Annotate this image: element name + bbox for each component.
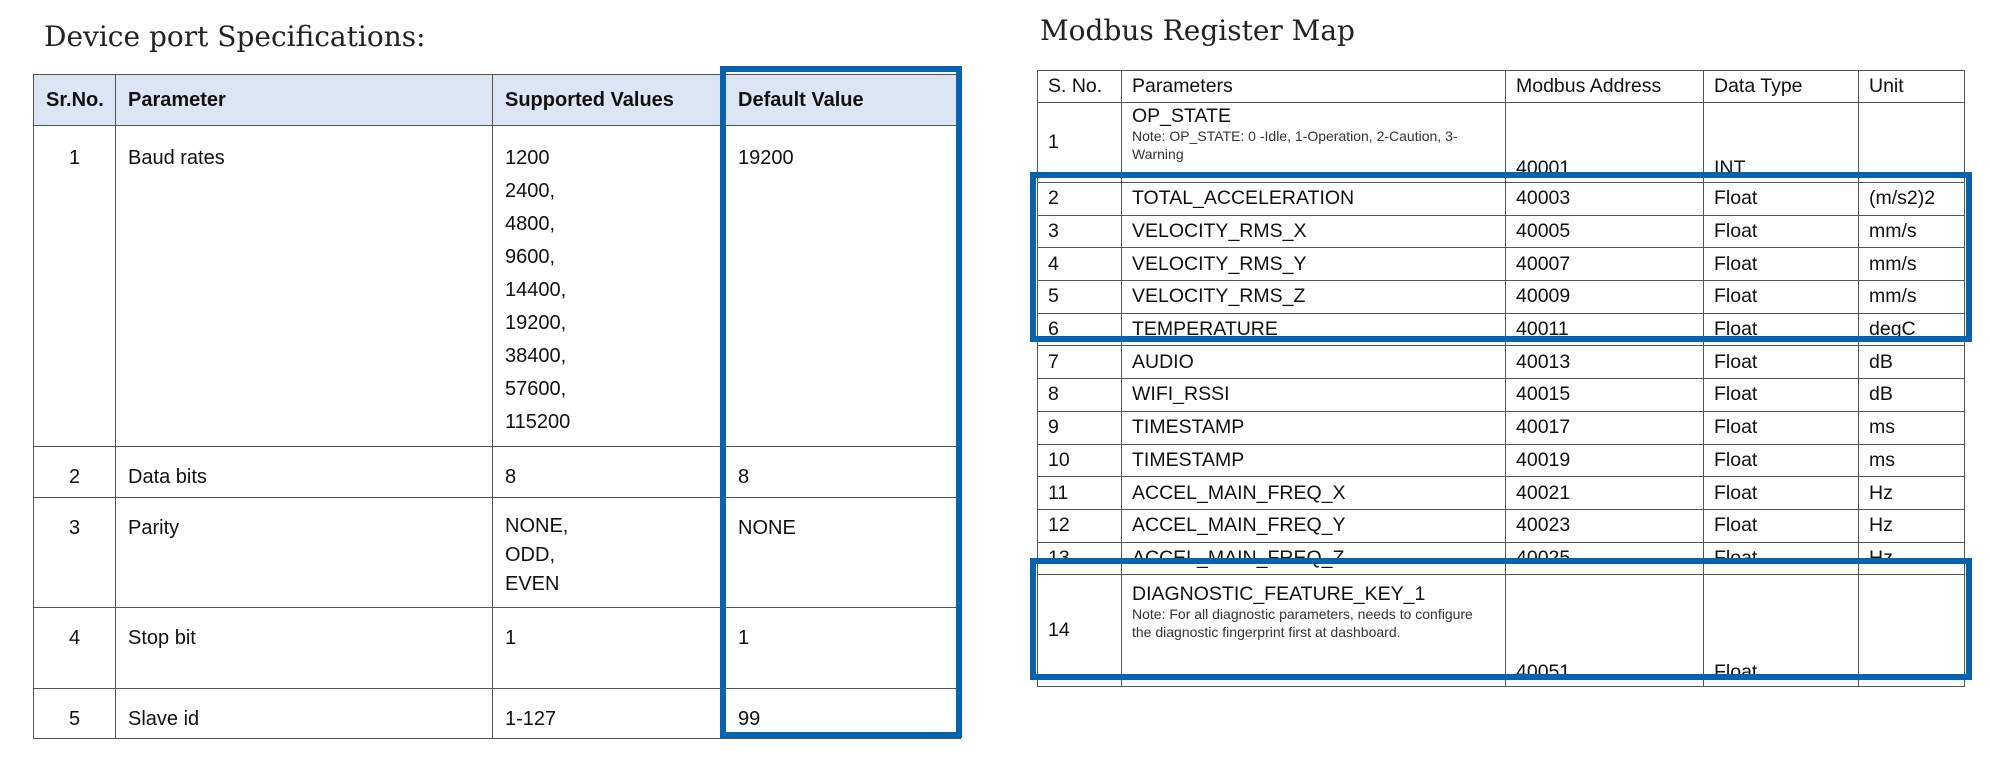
- type-cell: Float: [1704, 379, 1859, 412]
- header-default-value: Default Value: [726, 75, 961, 126]
- value-line: 1: [505, 627, 517, 649]
- parameter-cell: VELOCITY_RMS_Z: [1122, 281, 1506, 314]
- unit-cell: mm/s: [1859, 215, 1965, 248]
- default-value-cell: NONE: [726, 498, 961, 608]
- parameter-cell: ACCEL_MAIN_FREQ_X: [1122, 477, 1506, 510]
- type-cell: Float: [1704, 509, 1859, 542]
- sr-no-cell: 1: [34, 126, 116, 447]
- unit-cell: (m/s2)2: [1859, 183, 1965, 216]
- value-line: 8: [505, 466, 517, 488]
- supported-values-cell: [493, 447, 726, 498]
- table-row: [34, 689, 961, 739]
- table-row: [34, 498, 961, 608]
- unit-cell: dB: [1859, 379, 1965, 412]
- value-line: 2400,: [505, 180, 556, 202]
- s-no-cell: 11: [1038, 477, 1122, 510]
- value-line: 14400,: [505, 279, 567, 301]
- parameter-cell: AUDIO: [1122, 346, 1506, 379]
- table-row: [34, 447, 961, 498]
- address-cell: 40011: [1506, 313, 1704, 346]
- s-no-cell: 12: [1038, 509, 1122, 542]
- parameter-cell: Data bits: [116, 447, 493, 498]
- type-cell: Float: [1704, 313, 1859, 346]
- table-row: [1038, 379, 1965, 412]
- address-cell: 40003: [1506, 183, 1704, 216]
- table-row: [1038, 542, 1965, 575]
- sr-no-cell: 4: [34, 608, 116, 689]
- table-row: [34, 608, 961, 689]
- default-value-cell: 99: [726, 689, 961, 739]
- address-cell: 40015: [1506, 379, 1704, 412]
- header-s-no: S. No.: [1038, 71, 1122, 103]
- parameter-note: Note: OP_STATE: 0 -Idle, 1-Operation, 2-Caution, 3-Warning: [1132, 128, 1458, 162]
- device-spec-table: [33, 74, 961, 739]
- parameter-cell: TEMPERATURE: [1122, 313, 1506, 346]
- s-no-cell: 3: [1038, 215, 1122, 248]
- address-cell: 40001: [1506, 103, 1704, 183]
- s-no-cell: 6: [1038, 313, 1122, 346]
- supported-values-cell: [493, 608, 726, 689]
- parameter-cell: VELOCITY_RMS_X: [1122, 215, 1506, 248]
- address-cell: 40005: [1506, 215, 1704, 248]
- header-parameters: Parameters: [1122, 71, 1506, 103]
- table-row: [34, 126, 961, 447]
- table-header-row: [34, 75, 961, 126]
- value-line: 1-127: [505, 708, 557, 730]
- default-value-cell: 1: [726, 608, 961, 689]
- address-cell: 40019: [1506, 444, 1704, 477]
- table-row: [1038, 103, 1965, 183]
- value-line: EVEN: [505, 573, 560, 595]
- type-cell: Float: [1704, 444, 1859, 477]
- type-cell: Float: [1704, 281, 1859, 314]
- modbus-register-table: [1037, 70, 1965, 687]
- type-cell: Float: [1704, 575, 1859, 687]
- parameter-cell: Stop bit: [116, 608, 493, 689]
- address-cell: 40007: [1506, 248, 1704, 281]
- supported-values-cell: [493, 126, 726, 447]
- sr-no-cell: 5: [34, 689, 116, 739]
- value-line: 9600,: [505, 246, 556, 268]
- unit-cell: [1859, 575, 1965, 687]
- default-value-cell: 19200: [726, 126, 961, 447]
- unit-cell: Hz: [1859, 509, 1965, 542]
- unit-cell: Hz: [1859, 542, 1965, 575]
- parameter-cell: ACCEL_MAIN_FREQ_Z: [1122, 542, 1506, 575]
- type-cell: Float: [1704, 542, 1859, 575]
- address-cell: 40021: [1506, 477, 1704, 510]
- address-cell: 40025: [1506, 542, 1704, 575]
- table-row: [1038, 281, 1965, 314]
- sr-no-cell: 2: [34, 447, 116, 498]
- table-row: [1038, 477, 1965, 510]
- address-cell: 40013: [1506, 346, 1704, 379]
- header-sr-no: Sr.No.: [34, 75, 116, 126]
- default-value-cell: 8: [726, 447, 961, 498]
- unit-cell: ms: [1859, 411, 1965, 444]
- table-row: [1038, 575, 1965, 687]
- s-no-cell: 1: [1038, 103, 1122, 183]
- unit-cell: mm/s: [1859, 281, 1965, 314]
- parameter-cell: [1122, 103, 1506, 183]
- table-row: [1038, 444, 1965, 477]
- table-row: [1038, 346, 1965, 379]
- value-line: 4800,: [505, 213, 556, 235]
- header-unit: Unit: [1859, 71, 1965, 103]
- unit-cell: Hz: [1859, 477, 1965, 510]
- type-cell: Float: [1704, 248, 1859, 281]
- parameter-cell: VELOCITY_RMS_Y: [1122, 248, 1506, 281]
- s-no-cell: 8: [1038, 379, 1122, 412]
- value-line: 115200: [505, 411, 571, 433]
- parameter-cell: Parity: [116, 498, 493, 608]
- s-no-cell: 14: [1038, 575, 1122, 687]
- device-spec-title: Device port Specifications:: [44, 20, 426, 53]
- value-line: ODD,: [505, 544, 555, 566]
- type-cell: INT: [1704, 103, 1859, 183]
- s-no-cell: 7: [1038, 346, 1122, 379]
- type-cell: Float: [1704, 346, 1859, 379]
- s-no-cell: 13: [1038, 542, 1122, 575]
- supported-values-cell: [493, 498, 726, 608]
- parameter-note: Note: For all diagnostic parameters, needs to configure the diagnostic fingerprint first at dashboard.: [1132, 606, 1473, 641]
- parameter-cell: TOTAL_ACCELERATION: [1122, 183, 1506, 216]
- type-cell: Float: [1704, 477, 1859, 510]
- parameter-cell: WIFI_RSSI: [1122, 379, 1506, 412]
- parameter-cell: TIMESTAMP: [1122, 444, 1506, 477]
- type-cell: Float: [1704, 411, 1859, 444]
- table-row: [1038, 248, 1965, 281]
- header-supported-values: Supported Values: [493, 75, 726, 126]
- type-cell: Float: [1704, 183, 1859, 216]
- value-line: 1200: [505, 147, 550, 169]
- parameter-name: DIAGNOSTIC_FEATURE_KEY_1: [1132, 583, 1426, 606]
- table-row: [1038, 313, 1965, 346]
- unit-cell: dB: [1859, 346, 1965, 379]
- table-row: [1038, 509, 1965, 542]
- parameter-cell: TIMESTAMP: [1122, 411, 1506, 444]
- value-line: 57600,: [505, 378, 567, 400]
- parameter-cell: Baud rates: [116, 126, 493, 447]
- value-line: 38400,: [505, 345, 567, 367]
- parameter-name: OP_STATE: [1132, 105, 1231, 127]
- address-cell: 40051: [1506, 575, 1704, 687]
- address-cell: 40009: [1506, 281, 1704, 314]
- value-line: NONE,: [505, 515, 569, 537]
- unit-cell: [1859, 103, 1965, 183]
- s-no-cell: 2: [1038, 183, 1122, 216]
- table-row: [1038, 215, 1965, 248]
- parameter-cell: [1122, 575, 1506, 687]
- modbus-map-title: Modbus Register Map: [1040, 14, 1355, 47]
- s-no-cell: 4: [1038, 248, 1122, 281]
- value-line: 19200,: [505, 312, 567, 334]
- address-cell: 40017: [1506, 411, 1704, 444]
- s-no-cell: 9: [1038, 411, 1122, 444]
- supported-values-cell: [493, 689, 726, 739]
- sr-no-cell: 3: [34, 498, 116, 608]
- table-header-row: [1038, 71, 1965, 103]
- header-parameter: Parameter: [116, 75, 493, 126]
- type-cell: Float: [1704, 215, 1859, 248]
- parameter-cell: ACCEL_MAIN_FREQ_Y: [1122, 509, 1506, 542]
- table-row: [1038, 411, 1965, 444]
- s-no-cell: 5: [1038, 281, 1122, 314]
- unit-cell: degC: [1859, 313, 1965, 346]
- s-no-cell: 10: [1038, 444, 1122, 477]
- header-data-type: Data Type: [1704, 71, 1859, 103]
- parameter-cell: Slave id: [116, 689, 493, 739]
- unit-cell: ms: [1859, 444, 1965, 477]
- header-modbus-address: Modbus Address: [1506, 71, 1704, 103]
- address-cell: 40023: [1506, 509, 1704, 542]
- unit-cell: mm/s: [1859, 248, 1965, 281]
- table-row: [1038, 183, 1965, 216]
